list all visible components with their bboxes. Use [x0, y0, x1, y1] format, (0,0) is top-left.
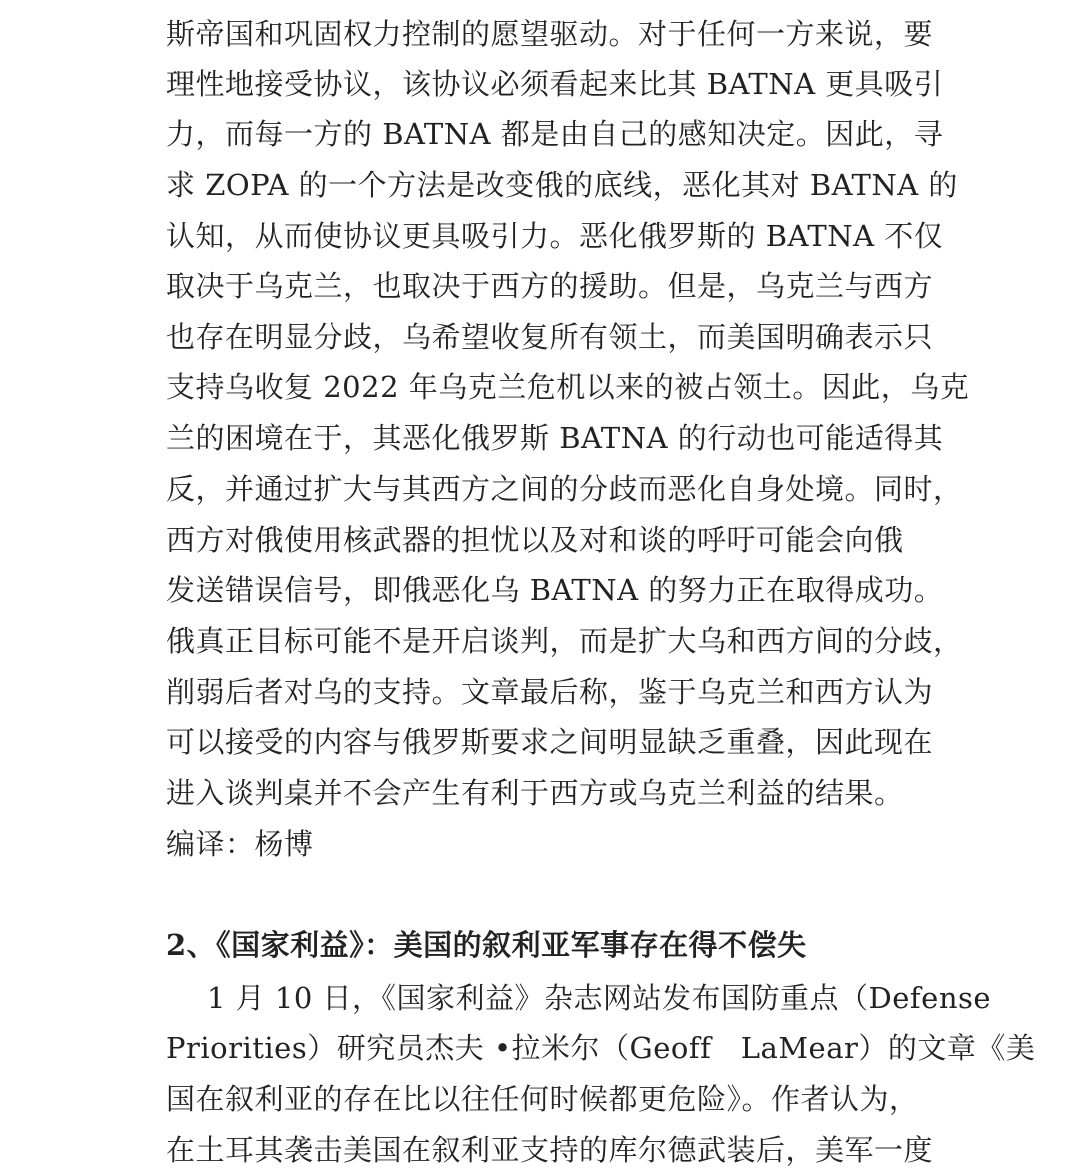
text-line: 斯帝国和巩固权力控制的愿望驱动。对于任何一方来说，要: [166, 17, 934, 51]
text-line: 削弱后者对乌的支持。文章最后称，鉴于乌克兰和西方认为: [166, 675, 934, 709]
text-line: Priorities）研究员杰夫 •拉米尔（Geoff LaMear）的文章《美: [166, 1031, 1036, 1065]
text-line: 也存在明显分歧，乌希望收复所有领土，而美国明确表示只: [166, 320, 934, 354]
text-line: 求 ZOPA 的一个方法是改变俄的底线，恶化其对 BATNA 的: [166, 168, 958, 202]
text-line: 俄真正目标可能不是开启谈判，而是扩大乌和西方间的分歧，: [166, 624, 963, 658]
text-line: 进入谈判桌并不会产生有利于西方或乌克兰利益的结果。: [166, 776, 904, 810]
text-line: 兰的困境在于，其恶化俄罗斯 BATNA 的行动也可能适得其: [166, 421, 944, 455]
text-line: 理性地接受协议，该协议必须看起来比其 BATNA 更具吸引: [166, 67, 944, 101]
text-line: 西方对俄使用核武器的担忧以及对和谈的呼吁可能会向俄: [166, 523, 904, 557]
text-line: 在土耳其袭击美国在叙利亚支持的库尔德武装后，美军一度: [166, 1133, 934, 1167]
text-line: 发送错误信号，即俄恶化乌 BATNA 的努力正在取得成功。: [166, 573, 944, 607]
text-line: 可以接受的内容与俄罗斯要求之间明显缺乏重叠，因此现在: [166, 725, 934, 759]
text-line: 国在叙利亚的存在比以往任何时候都更危险》。作者认为，: [166, 1082, 919, 1116]
text-line: 反，并通过扩大与其西方之间的分歧而恶化自身处境。同时，: [166, 472, 963, 506]
text-line: 取决于乌克兰，也取决于西方的援助。但是，乌克兰与西方: [166, 269, 934, 303]
translator-credit: 编译：杨博: [166, 827, 314, 861]
text-line: 支持乌收复 2022 年乌克兰危机以来的被占领土。因此，乌克: [166, 370, 970, 404]
text-line: 认知，从而使协议更具吸引力。恶化俄罗斯的 BATNA 不仅: [166, 219, 944, 253]
section-heading: 2、《国家利益》：美国的叙利亚军事存在得不偿失: [166, 928, 807, 962]
text-line: 1 月 10 日，《国家利益》杂志网站发布国防重点（Defense: [207, 981, 992, 1015]
text-line: 力，而每一方的 BATNA 都是由自己的感知决定。因此，寻: [166, 117, 944, 151]
